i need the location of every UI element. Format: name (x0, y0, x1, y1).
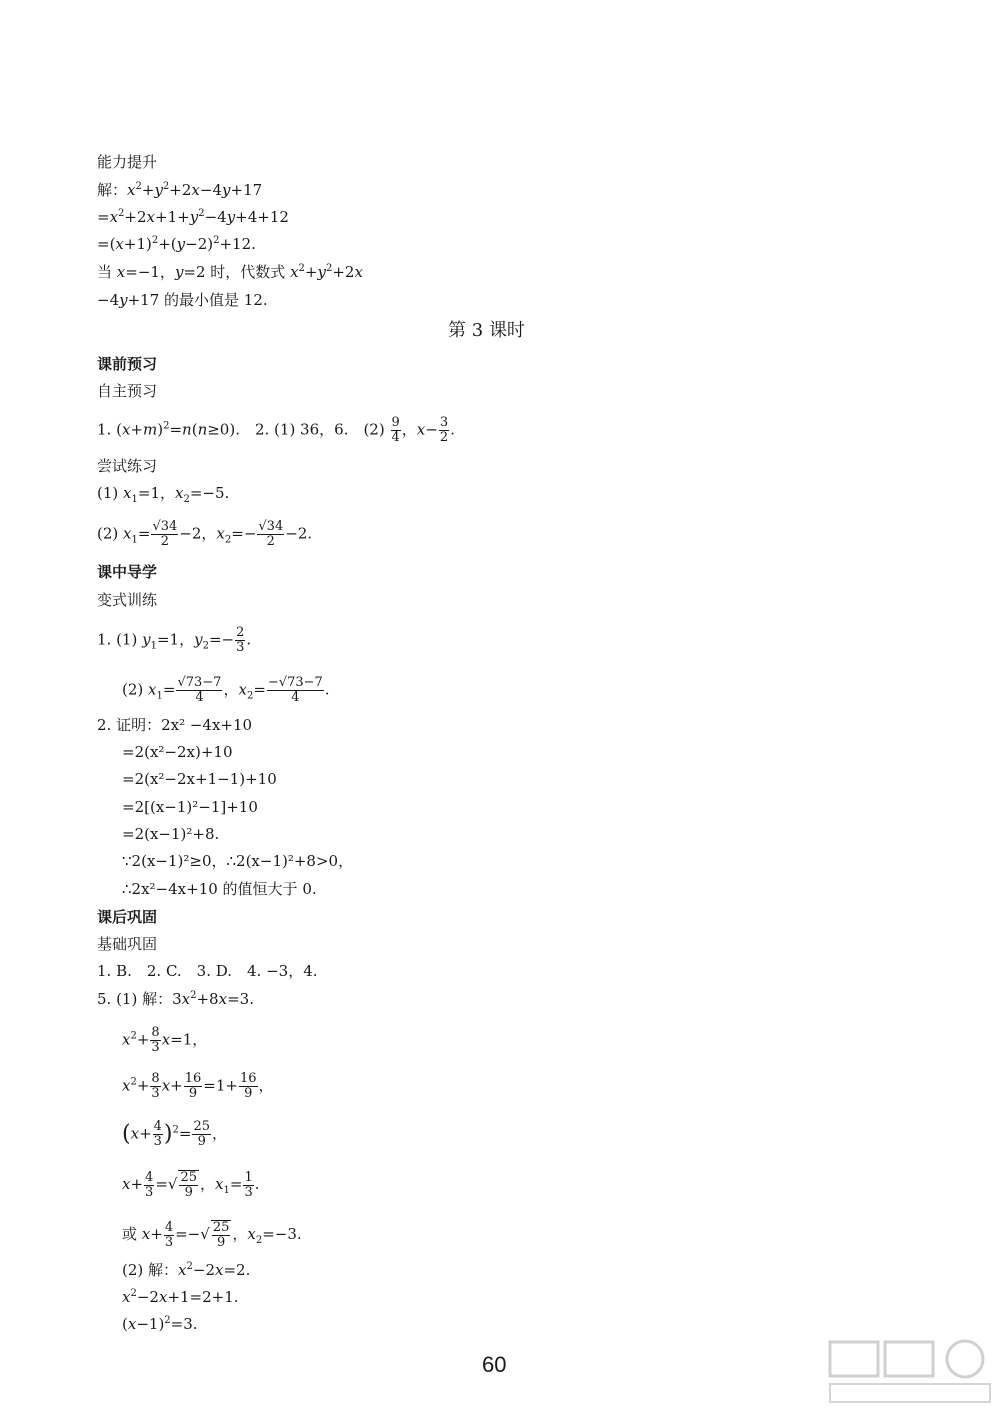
try-answer-2: (2) $x_1=$ $\frac{√34}{2}$ −2，$x_2=-$ $\frac{√34}{2}$ −2. (97, 519, 313, 549)
fraction: $\frac{2}{3}$ (236, 625, 245, 655)
subheading-basic: 基础巩固 (97, 935, 158, 953)
solution-line-5: −4y+17 的最小值是 12. (97, 291, 268, 309)
q5-line-1: 5. (1) 解：$3x^2+8x=3$. (97, 990, 254, 1008)
fraction: $\frac{16}{9}$ (184, 1071, 202, 1101)
preview-answer-line: 1. $(x+m)^2=n(n\ge 0)$. 2. (1) 36，6. (2) $\frac{9}{4}$ ，x− $\frac{3}{2}$ . (97, 415, 455, 445)
fraction: $\frac{8}{3}$ (151, 1025, 160, 1055)
q5-part2-line-3: $(x-1)^2=3$. (122, 1315, 198, 1333)
q5-line-3: $x^2+$ $\frac{8}{3}$ x+ $\frac{16}{9}$ =1+ $\frac{16}{9}$ ， (122, 1071, 274, 1101)
proof-line: =2[(x−1)²−1]+10 (122, 798, 258, 816)
proof-line: ∵2(x−1)²≥0，∴2(x−1)²+8>0， (122, 852, 354, 870)
watermark-logo (825, 1338, 995, 1408)
page-number: 60 (482, 1352, 507, 1377)
proof-line: =2(x²−2x)+10 (122, 743, 233, 761)
proof-line: =2(x−1)²+8. (122, 825, 220, 843)
fraction: $\frac{4}{3}$ (164, 1219, 174, 1250)
solution-line-2: $=x^2+2x+1+y^2-4y+4+12$ (97, 208, 289, 226)
variant-answer-1: 1. (1) $y_1=1$，$y_2=-$ $\frac{2}{3}$ . (97, 625, 252, 655)
fraction: $\frac{3}{2}$ (439, 415, 449, 445)
proof-line: ∴2x²−4x+10 的值恒大于 0. (122, 880, 317, 898)
fraction: $\frac{8}{3}$ (151, 1071, 160, 1101)
section-heading-preview: 课前预习 (97, 355, 158, 373)
subheading-try-practice: 尝试练习 (97, 457, 158, 475)
lesson-title: 第 3 课时 (448, 320, 525, 341)
subheading-self-preview: 自主预习 (97, 382, 158, 400)
radical-fraction: $\frac{25}{9}$ (180, 1170, 198, 1200)
choice-answers: 1. B. 2. C. 3. D. 4. −3，4. (97, 962, 318, 980)
q5-part2-line-2: $x^2-2x+1=2+1$. (122, 1288, 239, 1306)
proof-line: 2. 证明：2x² −4x+10 (97, 716, 253, 734)
try-answer-1: (1) $x_1=1$，$x_2=-5$. (97, 484, 230, 505)
fraction: $\frac{1}{3}$ (244, 1169, 253, 1200)
fraction: $\frac{4}{3}$ (153, 1119, 162, 1149)
q5-part2-line-1: (2) 解：$x^2-2x=2$. (122, 1261, 251, 1279)
section-heading-guided: 课中导学 (97, 563, 158, 581)
q5-line-2: $x^2+$ $\frac{8}{3}$ x=1， (122, 1025, 208, 1055)
section-heading-ability: 能力提升 (97, 153, 158, 171)
variant-answer-2: (2) $x_1=$ $\frac{√73-7}{4}$ ，$x_2=$ $\frac{-√73-7}{4}$ . (122, 675, 330, 705)
fraction: $\frac{√34}{2}$ (152, 519, 178, 549)
fraction: $\frac{√73-7}{4}$ (177, 675, 222, 705)
q5-line-5: x+ $\frac{4}{3}$ =√ $\frac{25}{9}$ ，$x_1=$ $\frac{1}{3}$ . (122, 1169, 260, 1200)
fraction: $\frac{25}{9}$ (193, 1119, 211, 1149)
fraction: $\frac{9}{4}$ (391, 415, 400, 445)
proof-line: =2(x²−2x+1−1)+10 (122, 770, 277, 788)
fraction: $\frac{4}{3}$ (145, 1169, 154, 1200)
fraction: $\frac{-√73-7}{4}$ (267, 675, 323, 705)
q5-line-6: 或 x+ $\frac{4}{3}$ =−√ $\frac{25}{9}$ ，$x_2=-3$. (122, 1219, 302, 1250)
subheading-variant-training: 变式训练 (97, 591, 158, 609)
q5-line-4: (x+ $\frac{4}{3}$ )$^2$= $\frac{25}{9}$ ， (122, 1119, 228, 1149)
fraction: $\frac{√34}{2}$ (258, 519, 284, 549)
solution-line-3: $=(x+1)^2+(y-2)^2+12$. (97, 235, 256, 253)
fraction: $\frac{16}{9}$ (239, 1071, 257, 1101)
radical-fraction: $\frac{25}{9}$ (212, 1220, 230, 1250)
solution-line-4: 当 x=−1，y=2 时，代数式 $x^2+y^2+2x$ (97, 263, 363, 281)
section-heading-consolidate: 课后巩固 (97, 908, 158, 926)
solution-line-1: 解：$x^2+y^2+2x-4y+17$ (97, 181, 263, 199)
